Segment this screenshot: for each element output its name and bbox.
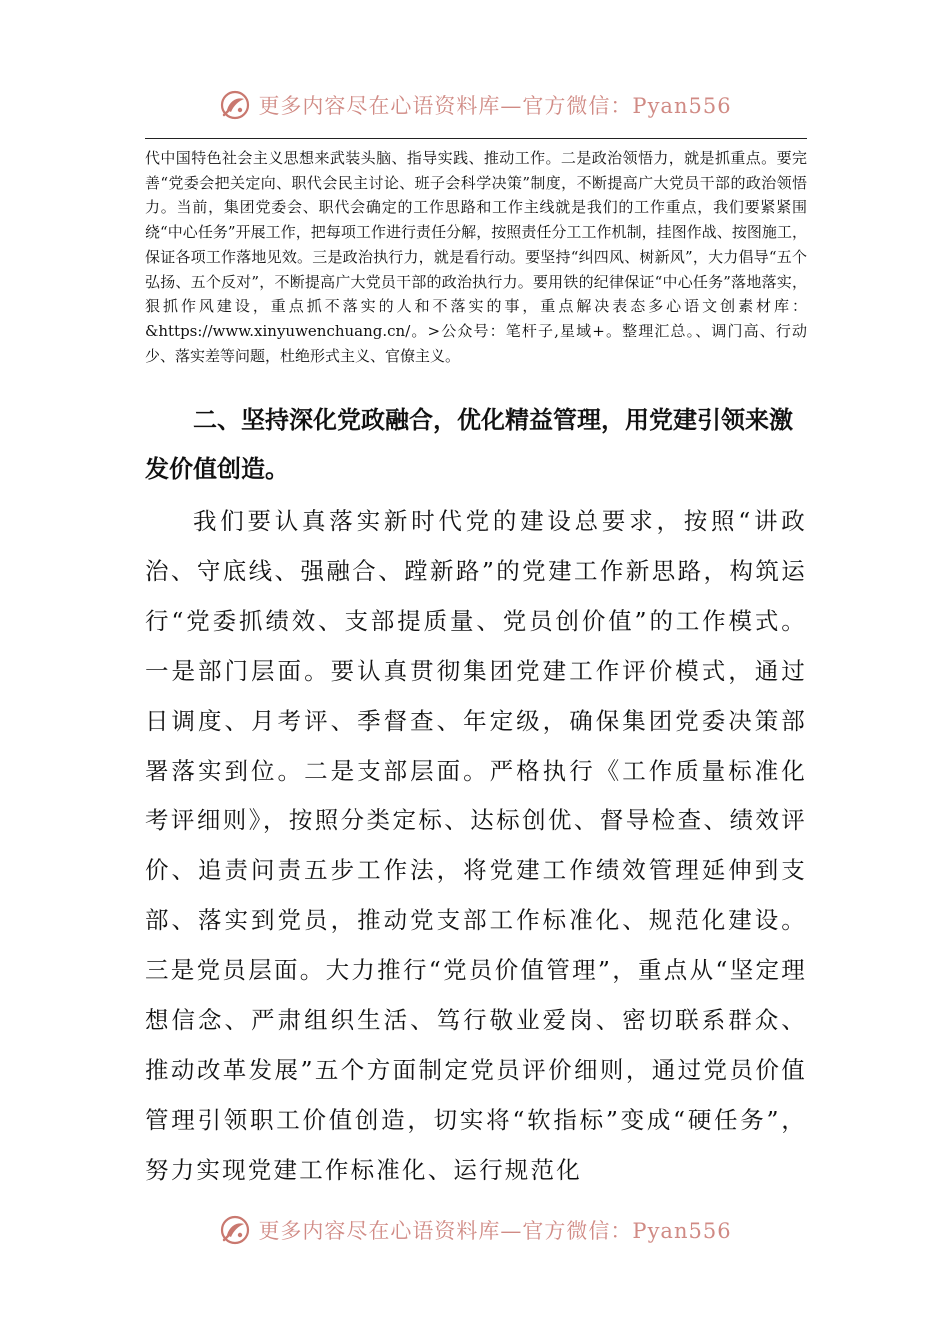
section-heading: 二、坚持深化党政融合，优化精益管理，用党建引领来激发价值创造。 xyxy=(145,406,793,483)
xinyu-logo-icon xyxy=(218,88,252,122)
xinyu-logo-icon xyxy=(218,1213,252,1247)
continued-paragraph-text: 代中国特色社会主义思想来武装头脑、指导实践、推动工作。二是政治领悟力，就是抓重点。要完善“党委会把关定向、职代会民主讨论、班子会科学决策”制度，不断提高广大党员干部的政治领悟力。当前，集团党委会、职代会确定的工作思路和工作主线就是我们的工作重点，我们要紧紧围绕“中心任务”开展工作，把每项工作进行责任分解，按照责任分工工作机制，挂图作战、按图施工，保证各项工作落地见效。三是政治执行力，就是看行动。要坚持“纠四风、树新风”，大力倡导“五个弘扬、五个反对”，不断提高广大党员干部的政治执行力。要用铁的纪律保证“中心任务”落地落实，狠抓作风建设，重点抓不落实的人和不落实的事，重点解决表态多心语文创素材库：&https://www.xinyuwenchuang.cn/。>公众号：笔杆子,星域+。整理汇总。、调门高、行动少、落实差等问题，杜绝形式主义、官僚主义。 xyxy=(145,149,807,365)
header-banner-text: 更多内容尽在心语资料库—官方微信：Pyan556 xyxy=(258,94,732,118)
continued-paragraph xyxy=(145,146,807,368)
footer-banner xyxy=(0,1205,950,1255)
body-paragraph: 我们要认真落实新时代党的建设总要求，按照“讲政治、守底线、强融合、蹚新路”的党建工作新思路，构筑运行“党委抓绩效、支部提质量、党员创价值”的工作模式。一是部门层面。要认真贯彻集团党建工作评价模式，通过日调度、月考评、季督查、年定级，确保集团党委决策部署落实到位。二是支部层面。严格执行《工作质量标准化考评细则》，按照分类定标、达标创优、督导检查、绩效评价、追责问责五步工作法，将党建工作绩效管理延伸到支部、落实到党员，推动党支部工作标准化、规范化建设。三是党员层面。大力推行“党员价值管理”，重点从“坚定理想信念、严肃组织生活、笃行敬业爱岗、密切联系群众、推动改革发展”五个方面制定党员评价细则，通过党员价值管理引领职工价值创造，切实将“软指标”变成“硬任务”，努力实现党建工作标准化、运行规范化 xyxy=(145,507,807,1184)
header-divider xyxy=(145,138,807,139)
footer-banner-text: 更多内容尽在心语资料库—官方微信：Pyan556 xyxy=(258,1219,732,1243)
header-banner xyxy=(0,80,950,130)
